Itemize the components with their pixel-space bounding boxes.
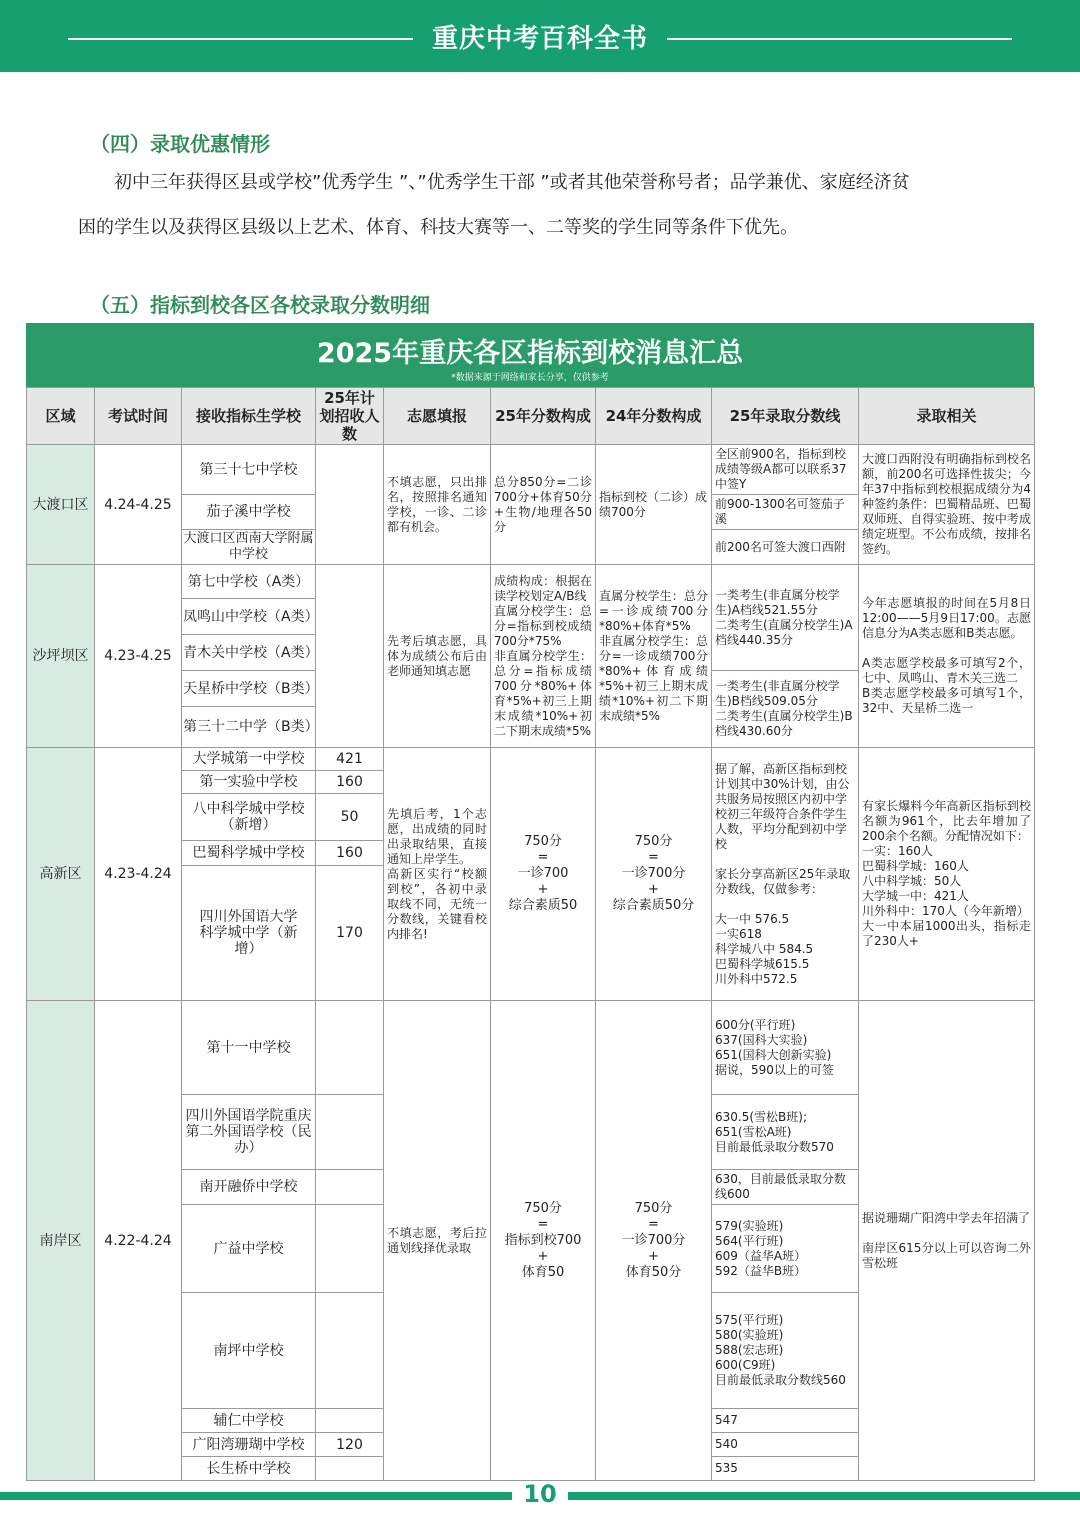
school-cell: 广益中学校 (182, 1205, 316, 1293)
plan-cell (316, 1205, 384, 1293)
line-cell: 535 (712, 1457, 859, 1481)
header-line25: 25年录取分数线 (712, 388, 859, 445)
time-cell: 4.23-4.25 (95, 565, 182, 748)
school-cell: 八中科学城中学校（新增） (182, 794, 316, 841)
school-cell: 茄子溪中学校 (182, 495, 316, 530)
line-cell: 前200名可签大渡口西附 (712, 530, 859, 565)
related-cell: 据说珊瑚广阳湾中学去年招满了 南岸区615分以上可以咨询二外雪松班 (859, 1001, 1035, 1481)
header-related: 录取相关 (859, 388, 1035, 445)
page-number: 10 (523, 1480, 557, 1508)
school-cell: 辅仁中学校 (182, 1409, 316, 1433)
table-row (27, 1001, 1035, 1095)
header-bar (0, 0, 1080, 72)
section4-line2: 困的学生以及获得区县级以上艺术、体育、科技大赛等一、二等奖的学生同等条件下优先。 (78, 217, 798, 238)
area-cell: 沙坪坝区 (27, 565, 95, 748)
plan-cell (316, 1409, 384, 1433)
fill-cell: 不填志愿，只出排名，按照排名通知学校，一诊、二诊都有机会。 (384, 445, 491, 565)
score24-cell: 直属分校学生：总分=一诊成绩700分*80%+体育*5% 非直属分校学生：总分=一诊成绩700分*80%+体育成绩*5%+初三上期末成绩*10%+初二下期末成绩*5% (596, 565, 712, 748)
school-cell: 巴蜀科学城中学校 (182, 841, 316, 866)
section5-title: （五）指标到校各区各校录取分数明细 (90, 293, 430, 317)
time-cell: 4.22-4.24 (95, 1001, 182, 1481)
area-cell: 南岸区 (27, 1001, 95, 1481)
related-cell: 今年志愿填报的时间在5月8日12:00——5月9日17:00。志愿信息分为A类志愿和B类志愿。 A类志愿学校最多可填写2个，七中、凤鸣山、青木关三选二 B类志愿学校最多可填写1个，32中、天星桥二选一 (859, 565, 1035, 748)
footer-bar-right (568, 1492, 1080, 1500)
plan-cell (316, 1001, 384, 1095)
header-title: 重庆中考百科全书 (431, 24, 648, 54)
school-cell: 广阳湾珊瑚中学校 (182, 1433, 316, 1457)
plan-cell (316, 1095, 384, 1170)
area-cell: 大渡口区 (27, 445, 95, 565)
school-cell: 长生桥中学校 (182, 1457, 316, 1481)
school-cell: 凤鸣山中学校（A类） (182, 599, 316, 635)
header-school: 接收指标生学校 (182, 388, 316, 445)
school-cell: 南坪中学校 (182, 1293, 316, 1409)
line-cell: 前900-1300名可签茄子溪 (712, 495, 859, 530)
school-cell: 大渡口区西南大学附属中学校 (182, 530, 316, 565)
header-line-left (68, 38, 413, 40)
score24-cell: 750分 = 一诊700分 + 综合素质50分 (596, 748, 712, 1001)
line-cell: 579(实验班) 564(平行班) 609（益华A班） 592（益华B班） (712, 1205, 859, 1293)
plan-cell (316, 1293, 384, 1409)
header-fill: 志愿填报 (384, 388, 491, 445)
school-cell: 大学城第一中学校 (182, 748, 316, 771)
plan-cell: 120 (316, 1433, 384, 1457)
header-time: 考试时间 (95, 388, 182, 445)
school-cell: 第三十七中学校 (182, 445, 316, 495)
related-cell: 有家长爆料今年高新区指标到校名额为961个，比去年增加了200余个名额。分配情况如下： 一实：160人 巴蜀科学城：160人 八中科学城：50人 大学城一中：421人 川外科中：170人（今年新增） 大一中本届1000出头，指标走了230人+ (859, 748, 1035, 1001)
line-cell: 一类考生(非直属分校学生)B档线509.05分 二类考生(直属分校学生)B档线430.60分 (712, 671, 859, 748)
school-cell: 第十一中学校 (182, 1001, 316, 1095)
plan-cell: 160 (316, 771, 384, 794)
footer-bar-left (0, 1492, 512, 1500)
score25-cell: 750分 = 指标到校700 + 体育50 (491, 1001, 596, 1481)
footer (0, 1480, 1080, 1520)
plan-cell: 160 (316, 841, 384, 866)
school-cell: 四川外国语学院重庆第二外国语学校（民办） (182, 1095, 316, 1170)
school-cell: 第七中学校（A类） (182, 565, 316, 599)
section4-paragraph (78, 160, 1008, 250)
fill-cell: 先填后考，1个志愿，出成绩的同时出录取结果，直接通知上岸学生。 高新区实行“校额到校”，各初中录取线不同，无统一分数线，关键看校内排名! (384, 748, 491, 1001)
time-cell: 4.24-4.25 (95, 445, 182, 565)
plan-cell (316, 565, 384, 748)
table-row (27, 748, 1035, 771)
table-title: 2025年重庆各区指标到校消息汇总 (316, 338, 744, 369)
plan-cell (316, 1170, 384, 1205)
line-cell: 全区前900名，指标到校成绩等级A都可以联系37中签Y (712, 445, 859, 495)
school-cell: 第一实验中学校 (182, 771, 316, 794)
school-cell: 南开融侨中学校 (182, 1170, 316, 1205)
table-subtitle: *数据来源于网络和家长分享，仅供参考 (451, 373, 609, 383)
table-header-row (27, 388, 1035, 445)
header-score25: 25年分数构成 (491, 388, 596, 445)
score-table (26, 323, 1034, 1481)
score25-cell: 成绩构成：根据在读学校划定A/B线 直属分校学生：总分=指标到校成绩700分*75% 非直属分校学生：总分=指标成绩700分*80%+体育*5%+初三上期末成绩*10%+初二下期末成绩*5% (491, 565, 596, 748)
header-score24: 24年分数构成 (596, 388, 712, 445)
area-cell: 高新区 (27, 748, 95, 1001)
plan-cell: 50 (316, 794, 384, 841)
plan-cell (316, 1457, 384, 1481)
table-title-bar (26, 323, 1034, 387)
school-cell: 天星桥中学校（B类） (182, 671, 316, 707)
plan-cell: 421 (316, 748, 384, 771)
line-cell: 一类考生(非直属分校学生)A档线521.55分 二类考生(直属分校学生)A档线440.35分 (712, 565, 859, 671)
score25-cell: 750分 = 一诊700 + 综合素质50 (491, 748, 596, 1001)
fill-cell: 先考后填志愿，具体为成绩公布后由老师通知填志愿 (384, 565, 491, 748)
line-cell: 540 (712, 1433, 859, 1457)
table-row (27, 565, 1035, 599)
header-area: 区域 (27, 388, 95, 445)
plan-cell (316, 445, 384, 565)
section4-title: （四）录取优惠情形 (90, 132, 270, 156)
related-cell: 大渡口西附没有明确指标到校名额，前200名可选择性拔尖；今年37中指标到校根据成绩分为4种签约条件：巴蜀精品班、巴蜀双师班、自得实验班、按中考成绩定班型。不公布成绩，按排名签约。 (859, 445, 1035, 565)
score24-cell: 指标到校（二诊）成绩700分 (596, 445, 712, 565)
time-cell: 4.23-4.24 (95, 748, 182, 1001)
table-body (26, 387, 1035, 1481)
fill-cell: 不填志愿，考后拉通划线择优录取 (384, 1001, 491, 1481)
line-cell: 630，目前最低录取分数线600 (712, 1170, 859, 1205)
line-cell: 据了解，高新区指标到校计划其中30%计划，由公共服务局按照区内初中学校初三年级符合条件学生人数，平均分配到初中学校 家长分享高新区25年录取分数线，仅做参考： 大一中 576.5 一实618 科学城八中 584.5 巴蜀科学城615.5 川外科中572.5 (712, 748, 859, 1001)
line-cell: 600分(平行班) 637(国科大实验) 651(国科大创新实验) 据说，590以上的可签 (712, 1001, 859, 1095)
line-cell: 575(平行班) 580(实验班) 588(宏志班) 600(C9班) 目前最低录取分数线560 (712, 1293, 859, 1409)
header-line-right (667, 38, 1012, 40)
table-row (27, 445, 1035, 495)
school-cell: 第三十二中学（B类） (182, 707, 316, 748)
plan-cell: 170 (316, 866, 384, 1001)
line-cell: 630.5(雪松B班); 651(雪松A班) 目前最低录取分数570 (712, 1095, 859, 1170)
school-cell: 四川外国语大学科学城中学（新增） (182, 866, 316, 1001)
section4-line1: 初中三年获得区县或学校”优秀学生 ”、”优秀学生干部 ”或者其他荣誉称号者；品学兼优、家庭经济贫 (114, 172, 910, 193)
score24-cell: 750分 = 一诊700分 + 体育50分 (596, 1001, 712, 1481)
line-cell: 547 (712, 1409, 859, 1433)
score25-cell: 总分850分=二诊700分+体育50分+生物/地理各50分 (491, 445, 596, 565)
school-cell: 青木关中学校（A类） (182, 635, 316, 671)
header-plan: 25年计划招收人数 (316, 388, 384, 445)
